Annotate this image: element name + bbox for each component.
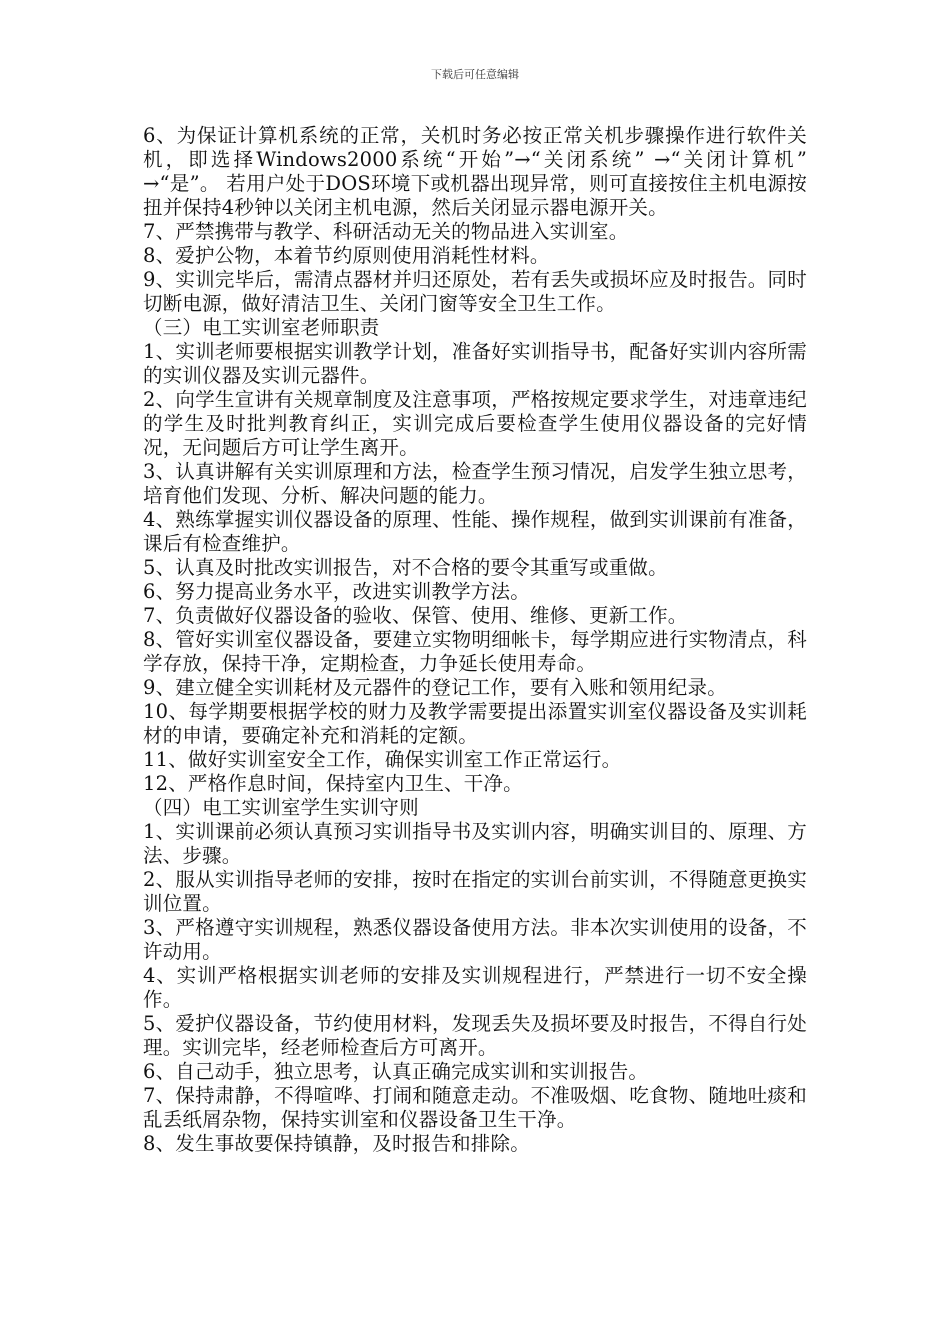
student-rule-6: 6、自己动手，独立思考，认真正确完成实训和实训报告。 (143, 1060, 649, 1083)
document-body (143, 124, 807, 1156)
page-header-note: 下载后可任意编辑 (431, 68, 519, 81)
rule-paragraph-7: 7、严禁携带与教学、科研活动无关的物品进入实训室。 (143, 220, 629, 243)
section-title-teacher-duties: （三）电工实训室老师职责 (143, 316, 380, 339)
teacher-duty-9: 9、建立健全实训耗材及元器件的登记工作，要有入账和领用纪录。 (143, 676, 727, 699)
student-rule-7: 7、保持肃静，不得喧哗、打闹和随意走动。不准吸烟、吃食物、随地吐痰和乱丢纸屑杂物，保持实训室和仪器设备卫生干净。 (143, 1084, 807, 1131)
teacher-duty-1: 1、实训老师要根据实训教学计划，准备好实训指导书，配备好实训内容所需的实训仪器及实训元器件。 (143, 340, 807, 387)
student-rule-1: 1、实训课前必须认真预习实训指导书及实训内容，明确实训目的、原理、方法、步骤。 (143, 820, 807, 867)
teacher-duty-12: 12、严格作息时间，保持室内卫生、干净。 (143, 772, 523, 795)
student-rule-2: 2、服从实训指导老师的安排，按时在指定的实训台前实训，不得随意更换实训位置。 (143, 868, 807, 915)
teacher-duty-2: 2、向学生宣讲有关规章制度及注意事项，严格按规定要求学生，对违章违纪的学生及时批判教育纠正，实训完成后要检查学生使用仪器设备的完好情况，无问题后方可让学生离开。 (143, 388, 807, 459)
student-rule-4: 4、实训严格根据实训老师的安排及实训规程进行，严禁进行一切不安全操作。 (143, 964, 807, 1011)
teacher-duty-11: 11、做好实训室安全工作，确保实训室工作正常运行。 (143, 748, 622, 771)
teacher-duty-4: 4、熟练掌握实训仪器设备的原理、性能、操作规程，做到实训课前有准备，课后有检查维护。 (143, 508, 807, 555)
teacher-duty-5: 5、认真及时批改实训报告，对不合格的要令其重写或重做。 (143, 556, 668, 579)
teacher-duty-6: 6、努力提高业务水平，改进实训教学方法。 (143, 580, 530, 603)
rule-paragraph-6: 6、为保证计算机系统的正常，关机时务必按正常关机步骤操作进行软件关机，即选择Windows2000系统“开始”→“关闭系统” →“关闭计算机” →“是”。 若用户处于DOS环境下或机器出现异常，则可直接按住主机电源按扭并保持4秒钟以关闭主机电源，然后关闭显示器电源开关。 (143, 124, 807, 219)
student-rule-8: 8、发生事故要保持镇静，及时报告和排除。 (143, 1132, 530, 1155)
teacher-duty-7: 7、负责做好仪器设备的验收、保管、使用、维修、更新工作。 (143, 604, 688, 627)
rule-paragraph-8: 8、爱护公物，本着节约原则使用消耗性材料。 (143, 244, 550, 267)
section-title-student-rules: （四）电工实训室学生实训守则 (143, 796, 419, 819)
student-rule-5: 5、爱护仪器设备，节约使用材料，发现丢失及损坏要及时报告，不得自行处理。实训完毕，经老师检查后方可离开。 (143, 1012, 807, 1059)
teacher-duty-3: 3、认真讲解有关实训原理和方法，检查学生预习情况，启发学生独立思考，培育他们发现、分析、解决问题的能力。 (143, 460, 807, 507)
rule-paragraph-9: 9、实训完毕后，需清点器材并归还原处，若有丢失或损坏应及时报告。同时切断电源，做好清洁卫生、关闭门窗等安全卫生工作。 (143, 268, 807, 315)
student-rule-3: 3、严格遵守实训规程，熟悉仪器设备使用方法。非本次实训使用的设备，不许动用。 (143, 916, 807, 963)
teacher-duty-8: 8、管好实训室仪器设备，要建立实物明细帐卡，每学期应进行实物清点，科学存放，保持干净，定期检查，力争延长使用寿命。 (143, 628, 807, 675)
teacher-duty-10: 10、每学期要根据学校的财力及教学需要提出添置实训室仪器设备及实训耗材的申请，要确定补充和消耗的定额。 (143, 700, 807, 747)
